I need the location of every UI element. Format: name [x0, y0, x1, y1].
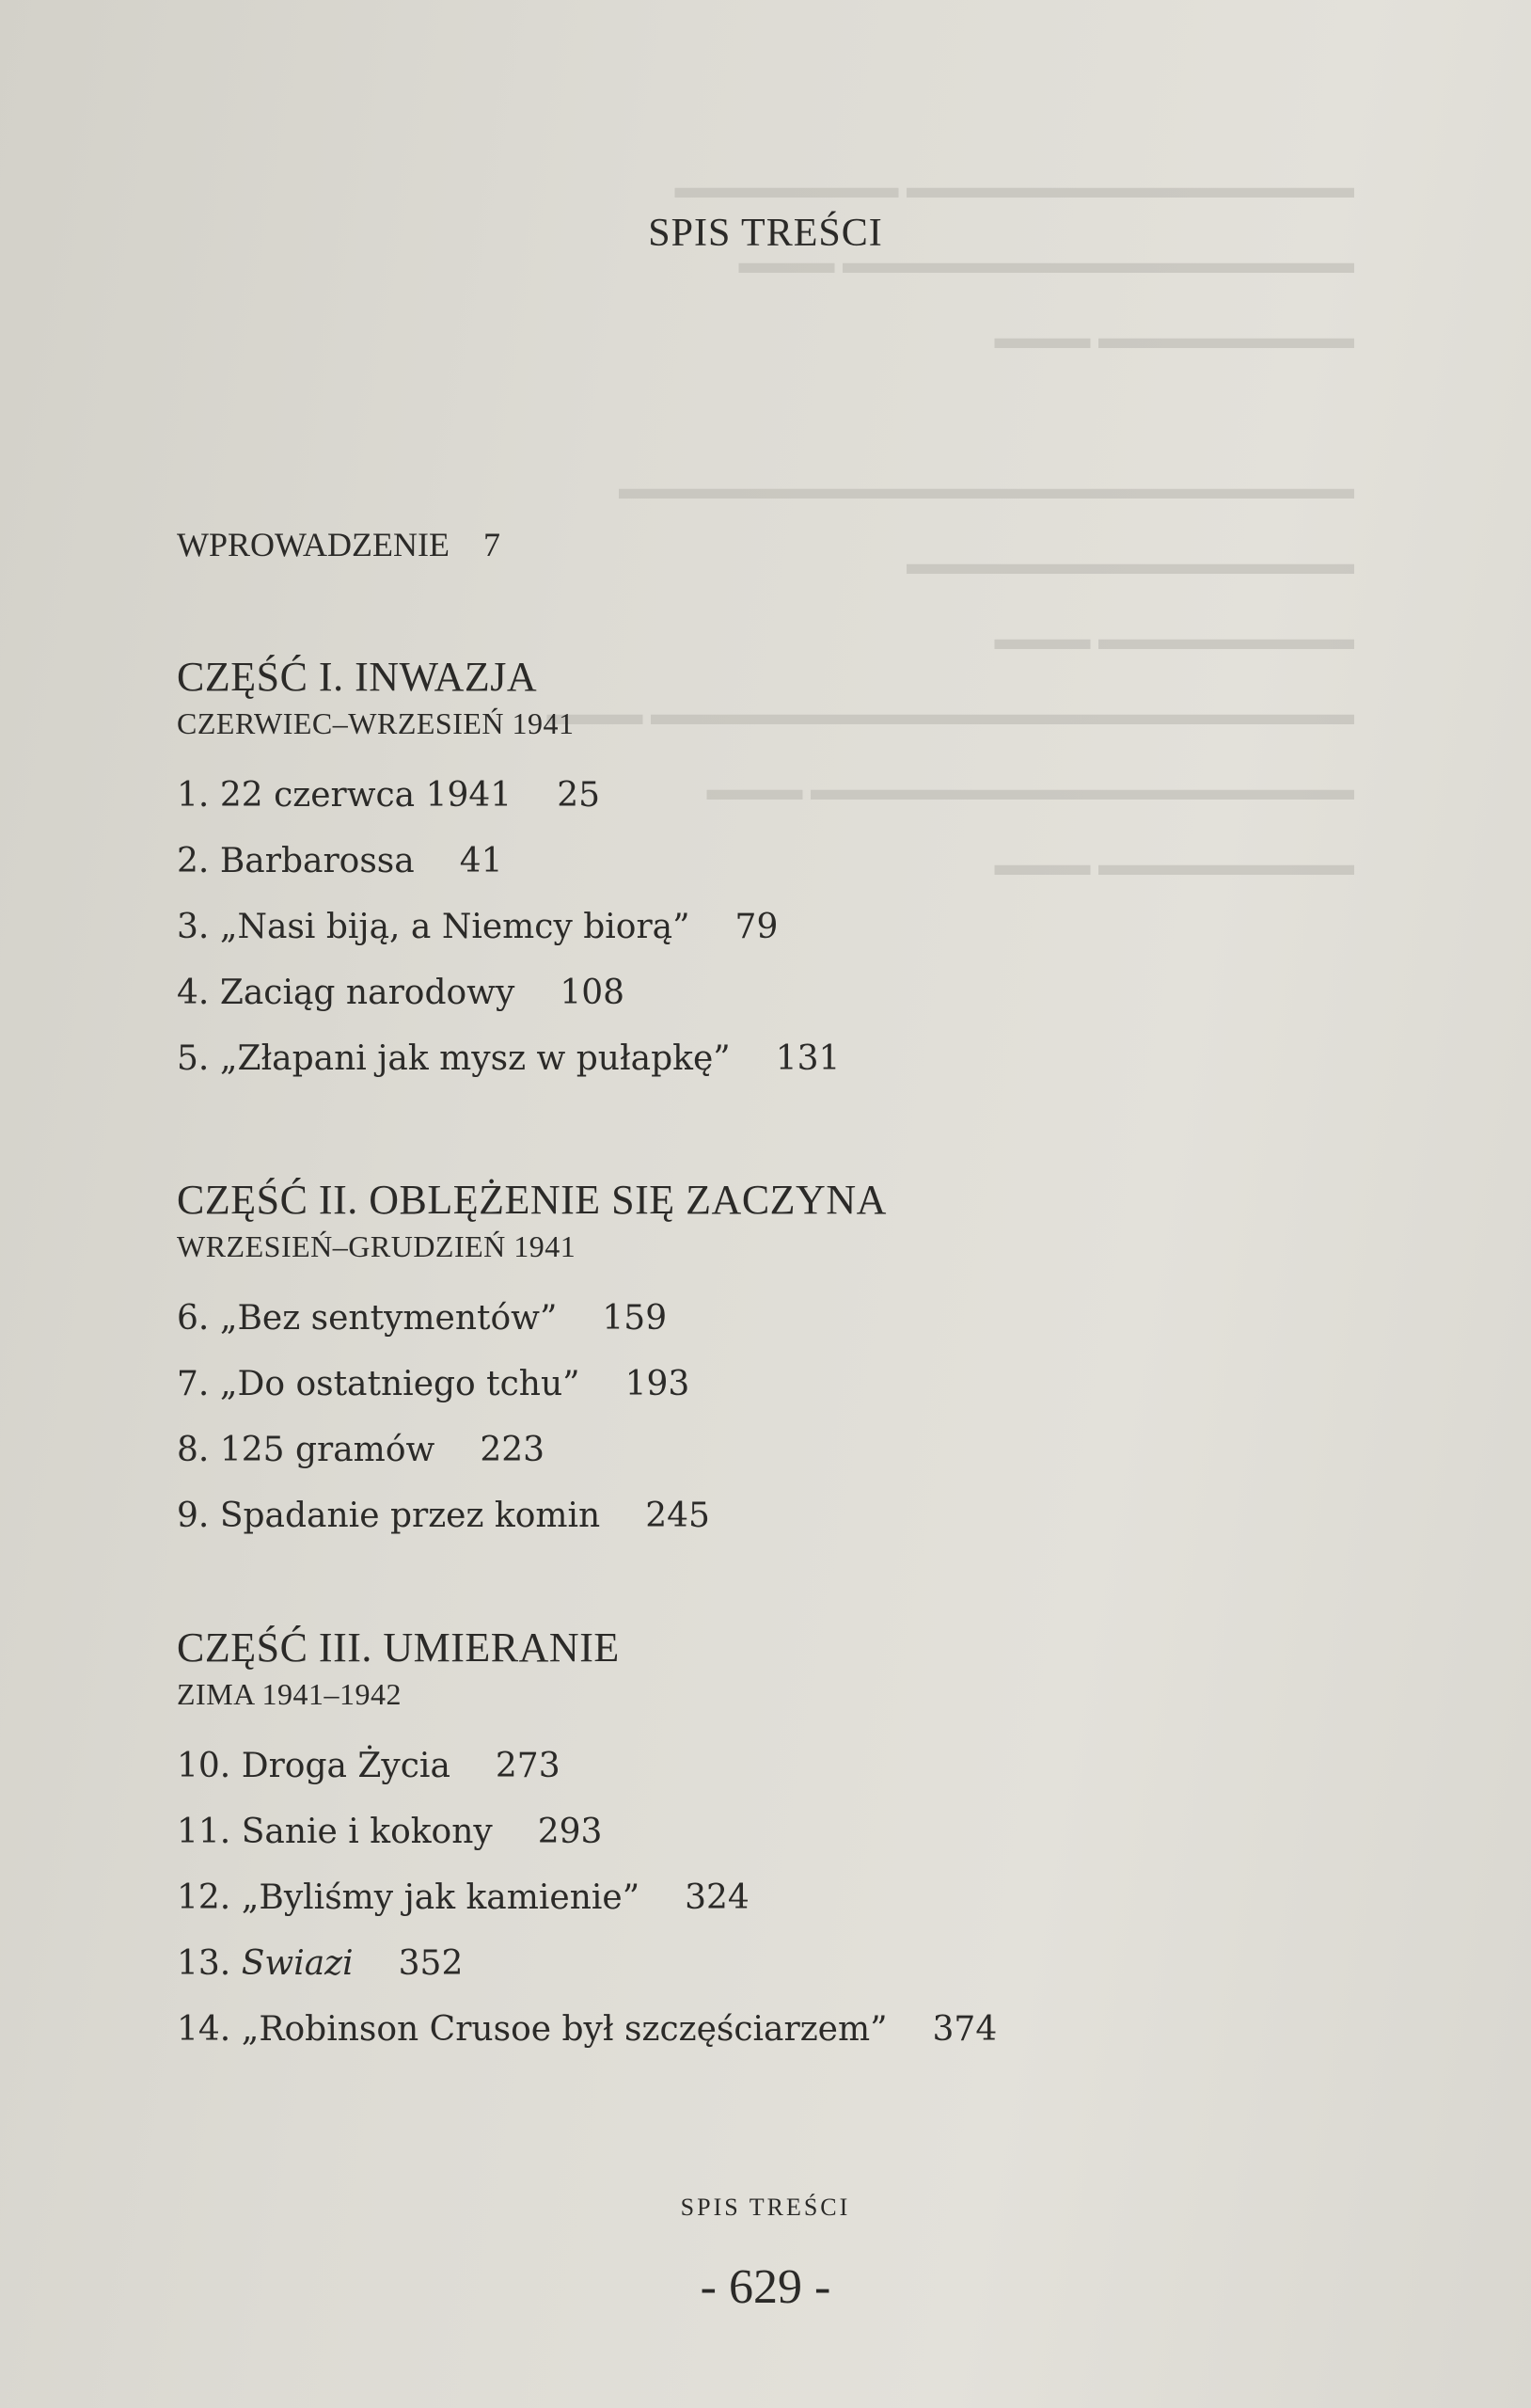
- chapter-page-number: 293: [537, 1813, 603, 1851]
- intro-entry[interactable]: [177, 525, 500, 564]
- chapter-number: 14.: [177, 2010, 231, 2049]
- chapter-title: Swiazi: [241, 1944, 354, 1983]
- chapter-number: 9.: [177, 1497, 210, 1535]
- intro-page-number: 7: [482, 526, 500, 563]
- chapter-number: 6.: [177, 1299, 210, 1338]
- chapter-entry[interactable]: [177, 1038, 840, 1104]
- bleed-through-text: ▬▬▬▬▬▬▬▬▬▬▬▬▬▬ ▬▬▬▬▬▬▬ ▬▬▬▬▬▬▬▬▬▬▬▬▬▬▬▬ ▬▬▬ ▬▬▬▬▬▬▬▬ ▬▬▬ ▬▬▬▬▬▬▬▬▬▬▬▬▬▬▬▬▬▬▬▬▬▬▬ ▬▬▬▬▬▬▬▬▬▬▬▬▬▬ ▬▬▬▬▬▬▬▬ ▬▬▬ ▬▬▬▬▬▬▬▬▬▬▬▬▬▬▬▬▬▬▬▬▬▬ ▬▬▬ ▬▬▬▬▬▬▬▬▬▬▬▬▬▬▬▬▬ ▬▬▬ ▬▬▬▬▬▬▬▬ ▬▬▬: [546, 170, 1354, 882]
- chapter-title: Droga Życia: [241, 1747, 450, 1785]
- chapter-title: „Do ostatniego tchu”: [219, 1365, 580, 1403]
- chapter-number: 2.: [177, 842, 210, 880]
- chapter-page-number: 108: [560, 974, 625, 1012]
- chapter-title: „Bez sentymentów”: [219, 1299, 558, 1338]
- intro-label: WPROWADZENIE: [177, 526, 450, 563]
- chapter-title: „Byliśmy jak kamienie”: [241, 1878, 640, 1917]
- chapter-page-number: 41: [459, 842, 503, 880]
- chapter-number: 13.: [177, 1944, 231, 1983]
- chapter-page-number: 245: [645, 1497, 710, 1535]
- chapter-title: Barbarossa: [219, 842, 415, 880]
- chapter-entry[interactable]: [177, 973, 840, 1038]
- chapter-number: 8.: [177, 1431, 210, 1469]
- page-title: SPIS TREŚCI: [648, 212, 883, 255]
- chapter-page-number: 352: [398, 1944, 464, 1983]
- chapter-list: [177, 1746, 997, 2075]
- chapter-number: 11.: [177, 1813, 231, 1851]
- chapter-page-number: 374: [932, 2010, 998, 2049]
- running-head: SPIS TREŚCI: [680, 2194, 851, 2221]
- chapter-entry[interactable]: [177, 1812, 997, 1877]
- chapter-entry[interactable]: [177, 1430, 887, 1496]
- chapter-title: 22 czerwca 1941: [219, 776, 513, 815]
- chapter-title: Spadanie przez komin: [219, 1497, 601, 1535]
- chapter-number: 3.: [177, 908, 210, 946]
- chapter-title: „Robinson Crusoe był szczęściarzem”: [241, 2010, 888, 2049]
- chapter-page-number: 324: [685, 1878, 750, 1917]
- chapter-entry[interactable]: [177, 2009, 997, 2075]
- page-number: - 629 -: [700, 2260, 831, 2314]
- chapter-number: 10.: [177, 1747, 231, 1785]
- part-title: CZĘŚĆ II. OBLĘŻENIE SIĘ ZACZYNA: [177, 1177, 887, 1223]
- chapter-number: 4.: [177, 974, 210, 1012]
- chapter-title: „Nasi biją, a Niemcy biorą”: [219, 908, 690, 946]
- part-3: [177, 1624, 997, 2075]
- chapter-title: „Złapani jak mysz w pułapkę”: [219, 1039, 731, 1078]
- chapter-entry[interactable]: [177, 907, 840, 973]
- part-1: [177, 653, 840, 1104]
- part-title: CZĘŚĆ I. INWAZJA: [177, 654, 538, 700]
- chapter-page-number: 193: [624, 1365, 690, 1403]
- part-subtitle: WRZESIEŃ–GRUDZIEŃ 1941: [177, 1229, 576, 1263]
- part-2: [177, 1176, 887, 1561]
- chapter-page-number: 79: [734, 908, 779, 946]
- chapter-list: [177, 1298, 887, 1561]
- chapter-page-number: 25: [557, 776, 601, 815]
- chapter-list: [177, 775, 840, 1104]
- chapter-title: 125 gramów: [219, 1431, 435, 1469]
- chapter-entry[interactable]: [177, 1298, 887, 1364]
- chapter-page-number: 159: [602, 1299, 668, 1338]
- chapter-entry[interactable]: [177, 1496, 887, 1561]
- chapter-number: 1.: [177, 776, 210, 815]
- chapter-entry[interactable]: [177, 1877, 997, 1943]
- chapter-entry[interactable]: [177, 1746, 997, 1812]
- chapter-number: 5.: [177, 1039, 210, 1078]
- chapter-page-number: 131: [775, 1039, 841, 1078]
- chapter-entry[interactable]: [177, 775, 840, 841]
- chapter-title: Sanie i kokony: [241, 1813, 493, 1851]
- part-subtitle: ZIMA 1941–1942: [177, 1677, 402, 1711]
- part-subtitle: CZERWIEC–WRZESIEŃ 1941: [177, 706, 575, 740]
- chapter-number: 7.: [177, 1365, 210, 1403]
- chapter-number: 12.: [177, 1878, 231, 1917]
- chapter-entry[interactable]: [177, 841, 840, 907]
- chapter-page-number: 273: [495, 1747, 560, 1785]
- chapter-page-number: 223: [480, 1431, 545, 1469]
- chapter-entry[interactable]: [177, 1943, 997, 2009]
- chapter-entry[interactable]: [177, 1364, 887, 1430]
- part-title: CZĘŚĆ III. UMIERANIE: [177, 1624, 620, 1671]
- chapter-title: Zaciąg narodowy: [219, 974, 515, 1012]
